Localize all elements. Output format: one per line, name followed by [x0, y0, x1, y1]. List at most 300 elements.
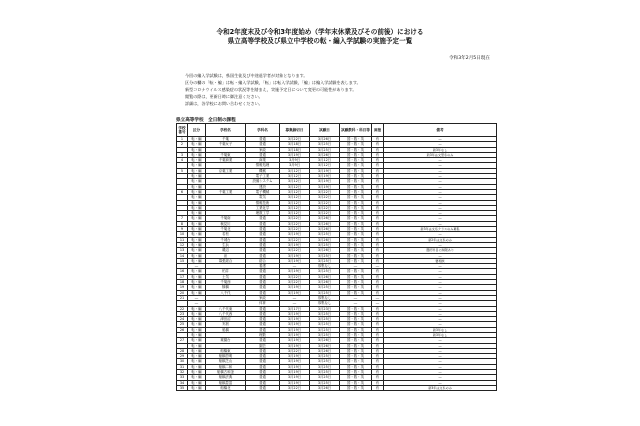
- cell-course-name: 電気: [246, 195, 280, 200]
- cell-remarks: ―: [384, 200, 497, 205]
- cell-course-name: 普通: [246, 285, 280, 290]
- cell-category: 転・編: [188, 237, 206, 242]
- cell-interview: ―: [372, 301, 384, 306]
- cell-school-name: 千葉: [206, 137, 246, 142]
- cell-remarks: ―: [384, 253, 497, 258]
- cell-school-number: 32: [177, 370, 188, 375]
- cell-school-name: 八千代東: [206, 306, 246, 311]
- cell-exam-subjects: 国・数・英: [340, 179, 372, 184]
- cell-exam-date: 3月19日: [310, 184, 340, 189]
- cell-category: 転・編: [188, 168, 206, 173]
- cell-deadline: 3月9日: [280, 158, 310, 163]
- cell-exam-date: 3月25日: [310, 142, 340, 147]
- cell-category: 転・編: [188, 158, 206, 163]
- cell-school-number: 5: [177, 168, 188, 173]
- cell-category: 転・編: [188, 354, 206, 359]
- cell-interview: 有: [372, 343, 384, 348]
- cell-category: 転・編: [188, 163, 206, 168]
- cell-school-name: 八千代西: [206, 311, 246, 316]
- cell-interview: 有: [372, 322, 384, 327]
- cell-exam-subjects: 国・数・英: [340, 248, 372, 253]
- cell-category: 転・編: [188, 359, 206, 364]
- cell-interview: 有: [372, 205, 384, 210]
- cell-remarks: ―: [384, 195, 497, 200]
- cell-interview: 有: [372, 163, 384, 168]
- cell-exam-subjects: 国・数・英: [340, 380, 372, 385]
- cell-deadline: 3月19日: [280, 253, 310, 258]
- cell-deadline: 3月22日: [280, 137, 310, 142]
- cell-school-number: 17: [177, 274, 188, 279]
- cell-remarks: ―: [384, 306, 497, 311]
- cell-school-name: 土気: [206, 274, 246, 279]
- cell-deadline: 3月12日: [280, 200, 310, 205]
- cell-school-number: 9: [177, 227, 188, 232]
- cell-school-name: 柏井: [206, 269, 246, 274]
- cell-course-name: 機械: [246, 168, 280, 173]
- cell-category: 転・編: [188, 375, 206, 380]
- cell-exam-date: 3月26日: [310, 343, 340, 348]
- cell-course-name: 体育: [246, 301, 280, 306]
- cell-exam-date: 3月26日: [310, 274, 340, 279]
- cell-exam-subjects: 国・数・英: [340, 152, 372, 157]
- cell-exam-subjects: 国・数・英: [340, 216, 372, 221]
- cell-deadline: 3月12日: [280, 205, 310, 210]
- cell-exam-subjects: 国・数・英: [340, 343, 372, 348]
- cell-exam-subjects: 国・数・英: [340, 258, 372, 263]
- cell-school-number: 21: [177, 295, 188, 300]
- cell-school-name: 磯辺: [206, 248, 246, 253]
- cell-school-number: 11: [177, 237, 188, 242]
- cell-exam-subjects: 国・数・英: [340, 311, 372, 316]
- cell-remarks: ―: [384, 184, 497, 189]
- cell-school-number: 28: [177, 348, 188, 353]
- cell-exam-date: 3月26日: [310, 152, 340, 157]
- cell-exam-subjects: 国・数・英: [340, 332, 372, 337]
- cell-course-name: 普通: [246, 348, 280, 353]
- cell-remarks: ―: [384, 174, 497, 179]
- cell-category: 転・編: [188, 232, 206, 237]
- cell-school-name: 船橋法典: [206, 375, 246, 380]
- cell-remarks: ―: [384, 137, 497, 142]
- cell-interview: 有: [372, 348, 384, 353]
- cell-deadline: 3月22日: [280, 280, 310, 285]
- cell-exam-date: 3月22日: [310, 200, 340, 205]
- cell-category: 転・編: [188, 322, 206, 327]
- cell-exam-subjects: 国・数・英: [340, 142, 372, 147]
- cell-deadline: ―: [280, 264, 310, 269]
- cell-school-name: 船橋古和釜: [206, 370, 246, 375]
- cell-exam-date: 3月19日: [310, 168, 340, 173]
- cell-school-number: 1: [177, 137, 188, 142]
- cell-exam-date: 募集なし: [310, 295, 340, 300]
- header-school-name: 学校名: [206, 124, 246, 137]
- cell-course-name: 理数: [246, 332, 280, 337]
- cell-category: 転・編: [188, 195, 206, 200]
- cell-course-name: 情報技術: [246, 200, 280, 205]
- cell-category: 転・編: [188, 269, 206, 274]
- cell-category: ―: [188, 301, 206, 306]
- cell-interview: 有: [372, 311, 384, 316]
- note-line: 今回の編入学試験は，県国生徒及び中途退学者が対象となります。: [185, 73, 308, 78]
- cell-interview: 有: [372, 211, 384, 216]
- cell-interview: 有: [372, 359, 384, 364]
- cell-category: 転・編: [188, 248, 206, 253]
- cell-exam-date: 3月25日: [310, 370, 340, 375]
- cell-category: 転・編: [188, 306, 206, 311]
- cell-school-number: 7: [177, 216, 188, 221]
- cell-exam-subjects: 国・数・英: [340, 370, 372, 375]
- cell-exam-subjects: 国・数・英: [340, 306, 372, 311]
- cell-school-number: 33: [177, 375, 188, 380]
- cell-exam-date: 3月25日: [310, 253, 340, 258]
- cell-course-name: 普通: [246, 380, 280, 385]
- cell-category: 転・編: [188, 179, 206, 184]
- cell-deadline: 3月12日: [280, 195, 310, 200]
- cell-exam-subjects: 国・数・英: [340, 269, 372, 274]
- cell-interview: 有: [372, 338, 384, 343]
- cell-interview: 有: [372, 375, 384, 380]
- cell-exam-subjects: 国・数・英: [340, 168, 372, 173]
- cell-interview: 有: [372, 179, 384, 184]
- cell-deadline: 3月19日: [280, 327, 310, 332]
- cell-interview: 有: [372, 137, 384, 142]
- cell-deadline: 3月19日: [280, 242, 310, 247]
- cell-interview: 有: [372, 354, 384, 359]
- cell-school-name: 幕張総合: [206, 258, 246, 263]
- cell-deadline: 3月19日: [280, 152, 310, 157]
- cell-interview: 有: [372, 269, 384, 274]
- cell-deadline: 3月19日: [280, 343, 310, 348]
- cell-remarks: ―: [384, 211, 497, 216]
- cell-exam-date: 3月25日: [310, 354, 340, 359]
- cell-category: 転・編: [188, 258, 206, 263]
- cell-remarks: ―: [384, 142, 497, 147]
- cell-deadline: 3月19日: [280, 317, 310, 322]
- cell-course-name: 普通: [246, 152, 280, 157]
- cell-remarks: ―: [384, 232, 497, 237]
- cell-remarks: 新3年は文系クラスのみ募集: [384, 227, 497, 232]
- cell-school-name: 千城台: [206, 237, 246, 242]
- cell-remarks: ―: [384, 242, 497, 247]
- section-title: 県立高等学校 全日制の課程: [176, 118, 236, 123]
- cell-exam-date: 3月25日: [310, 232, 340, 237]
- cell-remarks: ―: [384, 322, 497, 327]
- cell-deadline: 3月12日: [280, 168, 310, 173]
- cell-school-number: 19: [177, 285, 188, 290]
- cell-school-name: 京葉工業: [206, 168, 246, 173]
- cell-exam-subjects: 国・数・英: [340, 274, 372, 279]
- cell-category: 転・編: [188, 216, 206, 221]
- cell-remarks: ―: [384, 168, 497, 173]
- cell-exam-subjects: 国・数・英: [340, 200, 372, 205]
- cell-category: 転・編: [188, 174, 206, 179]
- cell-deadline: 3月19日: [280, 258, 310, 263]
- cell-school-number: 31: [177, 364, 188, 369]
- cell-school-number: 6: [177, 189, 188, 194]
- cell-exam-subjects: ―: [340, 295, 372, 300]
- cell-interview: 有: [372, 274, 384, 279]
- cell-course-name: 家政: [246, 147, 280, 152]
- table-row: [177, 385, 497, 390]
- cell-deadline: 3月9日: [280, 163, 310, 168]
- cell-category: 転・編: [188, 147, 206, 152]
- cell-deadline: 3月19日: [280, 232, 310, 237]
- cell-school-name: 船橋: [206, 327, 246, 332]
- cell-remarks: ―: [384, 264, 497, 269]
- cell-exam-subjects: 国・数・英: [340, 253, 372, 258]
- cell-deadline: ―: [280, 301, 310, 306]
- cell-deadline: 3月19日: [280, 311, 310, 316]
- cell-category: 転・編: [188, 370, 206, 375]
- cell-exam-date: 3月25日: [310, 327, 340, 332]
- cell-interview: ―: [372, 295, 384, 300]
- cell-exam-date: 3月25日: [310, 359, 340, 364]
- cell-course-name: 普通: [246, 237, 280, 242]
- cell-remarks: ―: [384, 364, 497, 369]
- cell-remarks: ―: [384, 280, 497, 285]
- cell-course-name: 普通: [246, 280, 280, 285]
- cell-exam-date: 3月22日: [310, 205, 340, 210]
- cell-deadline: 3月19日: [280, 364, 310, 369]
- cell-deadline: 3月19日: [280, 269, 310, 274]
- cell-deadline: 3月19日: [280, 322, 310, 327]
- cell-exam-date: 3月26日: [310, 248, 340, 253]
- cell-interview: 有: [372, 327, 384, 332]
- cell-school-number: 20: [177, 290, 188, 295]
- header-course-name: 学科名: [246, 124, 280, 137]
- cell-school-name: 千葉東: [206, 152, 246, 157]
- cell-category: 転・編: [188, 200, 206, 205]
- cell-exam-date: 3月25日: [310, 311, 340, 316]
- note-line: 詳細は，各学校にお問い合わせください。: [185, 101, 263, 106]
- cell-school-number: 27: [177, 338, 188, 343]
- cell-exam-date: 3月25日: [310, 375, 340, 380]
- cell-exam-subjects: 国・数・英: [340, 237, 372, 242]
- cell-interview: 有: [372, 147, 384, 152]
- cell-exam-subjects: 国・数・英: [340, 205, 372, 210]
- cell-course-name: 普通: [246, 338, 280, 343]
- cell-deadline: 3月12日: [280, 174, 310, 179]
- cell-exam-date: 3月22日: [310, 211, 340, 216]
- cell-course-name: 普通: [246, 385, 280, 390]
- cell-remarks: 新3年は文系のみ: [384, 385, 497, 390]
- cell-school-number: 2: [177, 142, 188, 147]
- cell-exam-subjects: 国・数・英: [340, 147, 372, 152]
- cell-school-number: 10: [177, 232, 188, 237]
- cell-deadline: 3月12日: [280, 184, 310, 189]
- cell-course-name: 普通: [246, 311, 280, 316]
- cell-interview: 有: [372, 200, 384, 205]
- cell-exam-date: 3月25日: [310, 364, 340, 369]
- cell-course-name: 理数工学: [246, 211, 280, 216]
- cell-interview: 有: [372, 189, 384, 194]
- cell-deadline: 3月12日: [280, 211, 310, 216]
- cell-school-name: 千葉商業: [206, 158, 246, 163]
- cell-deadline: 3月22日: [280, 221, 310, 226]
- cell-school-number: 14: [177, 253, 188, 258]
- cell-school-name: 千葉女子: [206, 142, 246, 147]
- cell-exam-date: 3月25日: [310, 258, 340, 263]
- cell-remarks: ―: [384, 163, 497, 168]
- cell-deadline: 3月19日: [280, 375, 310, 380]
- cell-remarks: 新3年なし: [384, 147, 497, 152]
- header-interview: 面接: [372, 124, 384, 137]
- cell-exam-subjects: 国・数・英: [340, 280, 372, 285]
- cell-interview: 有: [372, 380, 384, 385]
- cell-category: 転・編: [188, 142, 206, 147]
- cell-course-name: 総合: [246, 258, 280, 263]
- cell-school-number: 4: [177, 158, 188, 163]
- cell-exam-date: 3月26日: [310, 227, 340, 232]
- cell-exam-subjects: 国・数・英: [340, 227, 372, 232]
- cell-exam-date: 3月25日: [310, 269, 340, 274]
- cell-deadline: 3月19日: [280, 285, 310, 290]
- cell-course-name: 工業化学: [246, 205, 280, 210]
- cell-exam-subjects: 国・数・英: [340, 290, 372, 295]
- cell-category: 転・編: [188, 137, 206, 142]
- note-line: 区分の欄の「転・編」は転・編入学試験，「転」は転入学試験，「編」は編入学試験を表します。: [185, 80, 361, 85]
- cell-course-name: 園芸: [246, 343, 280, 348]
- cell-remarks: 要相談: [384, 258, 497, 263]
- cell-interview: 有: [372, 216, 384, 221]
- cell-exam-date: 募集なし: [310, 301, 340, 306]
- cell-exam-subjects: 国・数・英: [340, 354, 372, 359]
- cell-exam-subjects: 国・数・英: [340, 317, 372, 322]
- cell-deadline: 3月18日: [280, 147, 310, 152]
- note-line: 閲覧の際は，更新日時に御注意ください。: [185, 94, 263, 99]
- cell-category: 転・編: [188, 285, 206, 290]
- cell-remarks: ―: [384, 338, 497, 343]
- cell-interview: 有: [372, 290, 384, 295]
- cell-exam-date: 3月25日: [310, 317, 340, 322]
- header-remarks: 備考: [384, 124, 497, 137]
- cell-remarks: ―: [384, 380, 497, 385]
- cell-interview: 有: [372, 253, 384, 258]
- cell-school-number: 3: [177, 152, 188, 157]
- cell-course-name: 普通: [246, 216, 280, 221]
- cell-remarks: ―: [384, 301, 497, 306]
- cell-category: 転・編: [188, 205, 206, 210]
- header-exam-date: 試験日: [310, 124, 340, 137]
- cell-remarks: ―: [384, 317, 497, 322]
- cell-exam-date: 3月12日: [310, 158, 340, 163]
- cell-remarks: 新3年なし: [384, 327, 497, 332]
- cell-interview: 有: [372, 317, 384, 322]
- cell-remarks: 新3年は文型系のみ: [384, 152, 497, 157]
- cell-interview: 有: [372, 280, 384, 285]
- cell-remarks: ―: [384, 359, 497, 364]
- cell-remarks: ―: [384, 158, 497, 163]
- cell-remarks: ―: [384, 311, 497, 316]
- cell-interview: 有: [372, 370, 384, 375]
- cell-course-name: 普通: [246, 142, 280, 147]
- cell-remarks: ―: [384, 290, 497, 295]
- cell-school-name: 船橋芝山: [206, 359, 246, 364]
- cell-category: 転・編: [188, 311, 206, 316]
- cell-interview: 有: [372, 285, 384, 290]
- cell-school-number: 12: [177, 242, 188, 247]
- cell-course-name: 普通: [246, 327, 280, 332]
- cell-interview: 有: [372, 258, 384, 263]
- cell-exam-date: 3月25日: [310, 242, 340, 247]
- cell-exam-date: 3月19日: [310, 174, 340, 179]
- cell-remarks: 新3年なし: [384, 332, 497, 337]
- cell-remarks: 選択科目に制限あり: [384, 248, 497, 253]
- cell-course-name: 普通: [246, 248, 280, 253]
- cell-category: 転・編: [188, 152, 206, 157]
- cell-course-name: 情報処理: [246, 163, 280, 168]
- cell-exam-subjects: 国・数・英: [340, 195, 372, 200]
- cell-interview: 有: [372, 142, 384, 147]
- cell-deadline: 3月22日: [280, 216, 310, 221]
- cell-deadline: 3月19日: [280, 338, 310, 343]
- cell-category: 転・編: [188, 385, 206, 390]
- cell-school-number: 30: [177, 359, 188, 364]
- cell-category: 転・編: [188, 332, 206, 337]
- cell-exam-subjects: 国・数・英: [340, 184, 372, 189]
- cell-interview: 有: [372, 158, 384, 163]
- cell-deadline: 3月19日: [280, 380, 310, 385]
- cell-interview: 有: [372, 232, 384, 237]
- cell-exam-subjects: 国・数・英: [340, 163, 372, 168]
- cell-remarks: ―: [384, 354, 497, 359]
- cell-category: 転・編: [188, 184, 206, 189]
- cell-deadline: 3月22日: [280, 237, 310, 242]
- cell-exam-subjects: 国・数・英: [340, 322, 372, 327]
- cell-school-name: 船橋二和: [206, 364, 246, 369]
- cell-exam-date: 3月26日: [310, 348, 340, 353]
- cell-school-name: 若松: [206, 232, 246, 237]
- cell-exam-date: 3月26日: [310, 385, 340, 390]
- cell-remarks: ―: [384, 375, 497, 380]
- cell-remarks: ―: [384, 285, 497, 290]
- cell-course-name: 建設: [246, 184, 280, 189]
- cell-deadline: 3月22日: [280, 274, 310, 279]
- cell-exam-subjects: 国・数・英: [340, 232, 372, 237]
- document-title-line1: 令和2年度末及び令和3年度始め（学年末休業及びその前後）における: [216, 28, 424, 36]
- cell-exam-subjects: 国・数・英: [340, 221, 372, 226]
- cell-exam-date: 3月26日: [310, 137, 340, 142]
- cell-school-number: 26: [177, 327, 188, 332]
- cell-exam-subjects: 国・数・英: [340, 375, 372, 380]
- cell-school-number: 24: [177, 317, 188, 322]
- header-exam-subjects: 試験教科・科目等: [340, 124, 372, 137]
- cell-exam-date: 3月25日: [310, 147, 340, 152]
- cell-course-name: 普通: [246, 253, 280, 258]
- cell-deadline: 3月22日: [280, 248, 310, 253]
- cell-course-name: 普通: [246, 375, 280, 380]
- notes-block: [185, 72, 485, 107]
- cell-exam-date: 3月12日: [310, 163, 340, 168]
- cell-course-name: 普通: [246, 274, 280, 279]
- cell-interview: ―: [372, 264, 384, 269]
- cell-deadline: 3月18日: [280, 142, 310, 147]
- cell-interview: 有: [372, 221, 384, 226]
- cell-exam-date: 3月22日: [310, 195, 340, 200]
- cell-deadline: ―: [280, 295, 310, 300]
- cell-course-name: 看護: [246, 264, 280, 269]
- cell-course-name: 家政: [246, 295, 280, 300]
- note-line: 新型コロナウイルス感染症の状況等を踏まえ，実施予定日について変更の可能性があります。: [185, 87, 357, 92]
- cell-exam-date: 3月26日: [310, 216, 340, 221]
- cell-course-name: 普通: [246, 221, 280, 226]
- table-body: [177, 137, 497, 391]
- cell-interview: 有: [372, 385, 384, 390]
- cell-exam-subjects: 国・数・英: [340, 174, 372, 179]
- cell-interview: 有: [372, 184, 384, 189]
- cell-school-number: 23: [177, 311, 188, 316]
- cell-deadline: 3月19日: [280, 290, 310, 295]
